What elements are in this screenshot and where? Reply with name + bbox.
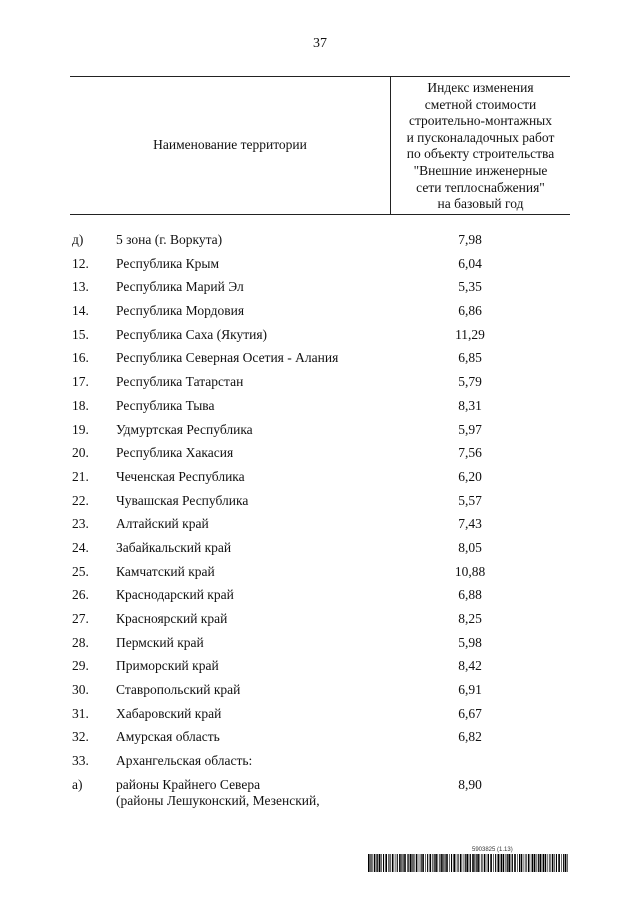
row-number: 26. <box>72 587 89 603</box>
territory-name: Камчатский край <box>116 563 215 579</box>
index-value: 5,57 <box>458 492 482 508</box>
index-value: 6,82 <box>458 729 482 745</box>
table-row <box>0 635 640 659</box>
index-value: 8,05 <box>458 539 482 555</box>
territory-name: Краснодарский край <box>116 587 234 603</box>
territory-name: Забайкальский край <box>116 539 232 555</box>
header-territory <box>70 76 390 214</box>
table-row <box>0 327 640 351</box>
territory-name-line2: (районы Лешуконский, Мезенский, <box>116 792 320 808</box>
table-row <box>0 374 640 398</box>
row-number: 29. <box>72 658 89 674</box>
row-number: 17. <box>72 374 89 390</box>
table-body <box>0 232 640 817</box>
index-value: 5,97 <box>458 421 482 437</box>
row-number: 28. <box>72 634 89 650</box>
index-value: 8,42 <box>458 658 482 674</box>
table-row <box>0 445 640 469</box>
territory-name: Республика Мордовия <box>116 303 245 319</box>
territory-name: Республика Марий Эл <box>116 279 244 295</box>
barcode-label: 5903825 (1.13) <box>472 847 513 853</box>
table-row <box>0 398 640 422</box>
table-row <box>0 611 640 635</box>
territory-name: Республика Хакасия <box>116 445 234 461</box>
table-row <box>0 350 640 374</box>
index-value: 5,79 <box>458 374 482 390</box>
row-number: 21. <box>72 468 89 484</box>
table-row <box>0 469 640 493</box>
index-value: 6,20 <box>458 468 482 484</box>
territory-name: Чеченская Республика <box>116 468 245 484</box>
territory-name: 5 зона (г. Воркута) <box>116 232 223 247</box>
territory-name: Амурская область <box>116 729 220 745</box>
row-number: 25. <box>72 563 89 579</box>
index-value: 5,98 <box>458 634 482 650</box>
table-row <box>0 706 640 730</box>
table-row <box>0 777 640 817</box>
table-row <box>0 682 640 706</box>
row-number: 32. <box>72 729 89 745</box>
page-number: 37 <box>313 36 327 51</box>
row-number: а) <box>72 776 83 792</box>
table-row <box>0 658 640 682</box>
row-number: 22. <box>72 492 89 508</box>
index-value: 10,88 <box>454 563 486 579</box>
index-value: 11,29 <box>455 326 485 342</box>
index-value: 8,90 <box>458 776 482 792</box>
territory-name: Хабаровский край <box>116 705 222 721</box>
territory-name: Красноярский край <box>116 611 228 626</box>
territory-name: Приморский край <box>116 658 219 674</box>
territory-name: Ставропольский край <box>116 682 241 698</box>
territory-name: Республика Тыва <box>116 397 215 413</box>
row-number: 27. <box>72 611 89 626</box>
table-row <box>0 516 640 540</box>
territory-name: Чувашская Республика <box>116 492 249 508</box>
row-number: 30. <box>72 682 89 698</box>
index-value: 6,85 <box>458 350 482 366</box>
territory-name <box>116 777 396 809</box>
index-value: 7,56 <box>458 445 482 461</box>
row-number: д) <box>72 232 84 247</box>
row-number: 20. <box>72 445 89 461</box>
row-number: 14. <box>72 303 89 319</box>
territory-name: Алтайский край <box>116 516 209 532</box>
territory-name: Республика Крым <box>116 255 220 271</box>
table-row <box>0 232 640 256</box>
row-number: 18. <box>72 397 89 413</box>
table-row <box>0 729 640 753</box>
territory-name: Удмуртская Республика <box>116 421 253 437</box>
row-number: 24. <box>72 539 89 555</box>
row-number: 12. <box>72 255 89 271</box>
table-row <box>0 256 640 280</box>
index-value: 5,35 <box>458 279 482 295</box>
header-index: Индекс изменения сметной стоимости строительно-монтажных и пусконаладочных работ по объекту строительства "Внешние инженерные сети теплоснабжения" на базовый год <box>406 80 555 212</box>
index-value: 8,31 <box>458 397 482 413</box>
index-value: 6,67 <box>458 705 482 721</box>
index-value: 8,25 <box>458 611 482 626</box>
row-number: 16. <box>72 350 89 366</box>
barcode-image <box>368 854 568 872</box>
territory-name: Республика Северная Осетия - Алания <box>116 350 339 366</box>
row-number: 33. <box>72 753 89 769</box>
index-value: 7,43 <box>458 516 482 532</box>
table-row <box>0 422 640 446</box>
index-value: 6,04 <box>458 255 482 271</box>
table-row <box>0 279 640 303</box>
row-number: 13. <box>72 279 89 295</box>
index-value: 7,98 <box>458 232 482 247</box>
table-row <box>0 564 640 588</box>
row-number: 23. <box>72 516 89 532</box>
table-row <box>0 587 640 611</box>
header-territory-label: Наименование территории <box>153 137 307 152</box>
territory-name-line1: районы Крайнего Севера <box>116 776 261 792</box>
territory-name: Республика Татарстан <box>116 374 244 390</box>
territory-name: Архангельская область: <box>116 753 253 769</box>
row-number: 15. <box>72 326 89 342</box>
table-row <box>0 303 640 327</box>
table-row <box>0 753 640 777</box>
territory-name: Пермский край <box>116 634 204 650</box>
table-row <box>0 540 640 564</box>
table-row <box>0 493 640 517</box>
header-bottom-rule <box>70 214 570 215</box>
index-value: 6,86 <box>458 303 482 319</box>
row-number: 19. <box>72 421 89 437</box>
row-number: 31. <box>72 705 89 721</box>
territory-name: Республика Саха (Якутия) <box>116 326 268 342</box>
index-value: 6,88 <box>458 587 482 603</box>
index-value: 6,91 <box>458 682 482 698</box>
